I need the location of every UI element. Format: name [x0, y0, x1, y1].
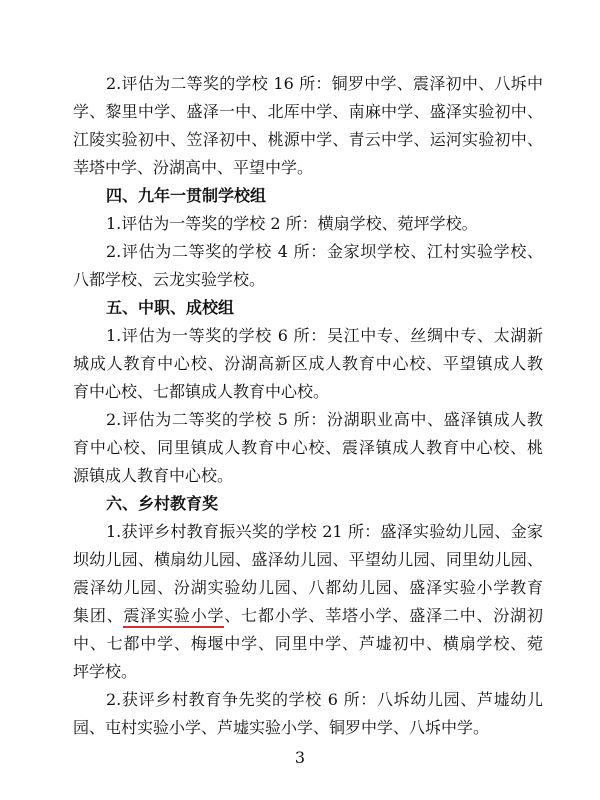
section-heading: 五、中职、成校组: [106, 298, 235, 317]
text-line: 育中心校、七都镇成人教育中心校。: [73, 382, 330, 401]
section-heading: 四、九年一贯制学校组: [106, 186, 267, 205]
text-line: 1.评估为一等奖的学校 6 所：吴江中专、丝绸中专、太湖新: [106, 326, 543, 345]
text-line: 江陵实验初中、笠泽初中、桃源中学、青云中学、运河实验初中、: [73, 130, 543, 149]
text-line: 2.评估为二等奖的学校 4 所：金家坝学校、江村实验学校、: [106, 242, 543, 261]
text-line: 园、屯村实验小学、芦墟实验小学、铜罗中学、八坼中学。: [73, 718, 490, 737]
page-number: 3: [294, 748, 306, 767]
text-line: 震泽幼儿园、汾湖实验幼儿园、八都幼儿园、盛泽实验小学教育: [73, 578, 543, 597]
text-line: 2.获评乡村教育争先奖的学校 6 所：八坼幼儿园、芦墟幼儿: [106, 690, 543, 709]
section-heading: 六、乡村教育奖: [106, 494, 219, 513]
text-line: 莘塔中学、汾湖高中、平望中学。: [73, 158, 314, 177]
text-line: 育中心校、同里镇成人教育中心校、震泽镇成人教育中心校、桃: [73, 438, 543, 457]
text-segment: 、七都小学、莘塔小学、盛泽二中、汾湖初: [224, 606, 543, 625]
text-line: 坝幼儿园、横扇幼儿园、盛泽幼儿园、平望幼儿园、同里幼儿园、: [73, 550, 543, 569]
text-line: 中、七都中学、梅堰中学、同里中学、芦墟初中、横扇学校、菀: [73, 634, 543, 653]
text-line: 2.评估为二等奖的学校 5 所：汾湖职业高中、盛泽镇成人教: [106, 410, 543, 429]
text-line: 1.评估为一等奖的学校 2 所：横扇学校、菀坪学校。: [106, 214, 478, 233]
text-line: 坪学校。: [73, 662, 138, 681]
text-line: 城成人教育中心校、汾湖高新区成人教育中心校、平望镇成人教: [73, 354, 543, 373]
underlined-school-name: 震泽实验小学: [123, 606, 224, 628]
text-line: 八都学校、云龙实验学校。: [73, 270, 266, 289]
text-line: 2.评估为二等奖的学校 16 所：铜罗中学、震泽初中、八坼中: [106, 74, 543, 93]
text-line: 学、黎里中学、盛泽一中、北厍中学、南麻中学、盛泽实验初中、: [73, 102, 543, 121]
text-segment: 集团、: [73, 606, 124, 625]
text-line-highlighted: [73, 602, 543, 630]
text-line: 源镇成人教育中心校。: [73, 466, 234, 485]
text-line: 1.获评乡村教育振兴奖的学校 21 所：盛泽实验幼儿园、金家: [106, 522, 543, 541]
